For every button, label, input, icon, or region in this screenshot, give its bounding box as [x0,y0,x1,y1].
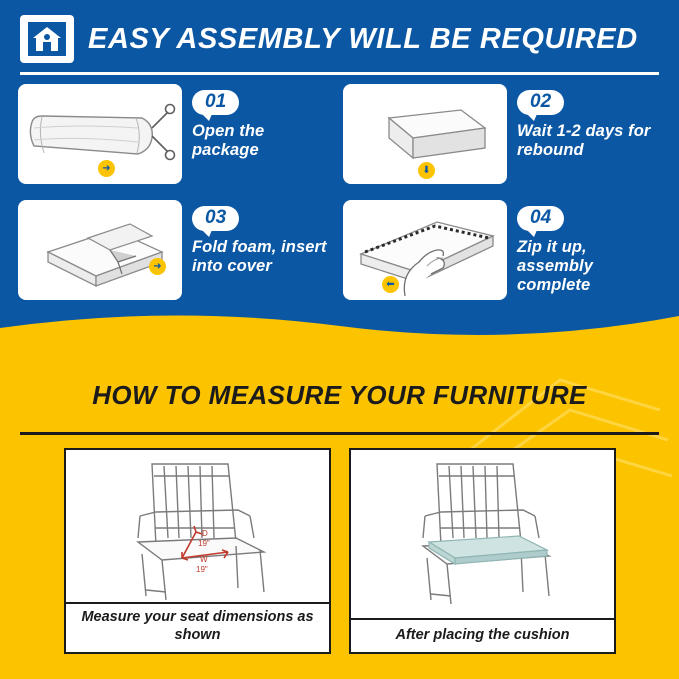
measure-header [20,380,659,411]
step-label: Fold foam, insert into cover [192,238,327,276]
measure-card [64,448,331,654]
step-label: Zip it up, assembly complete [517,238,594,295]
assembly-step [18,200,333,308]
assembly-steps [18,84,663,308]
arrow-right-icon: ➜ [149,258,166,275]
chair-with-cushion-icon [351,450,614,618]
arrow-down-icon: ⬇ [418,162,435,179]
step-number-badge: 03 [192,206,239,231]
step-number-badge: 04 [517,206,564,231]
assembly-step [18,84,333,192]
measure-card-caption: Measure your seat dimensions as shown [66,602,329,652]
arrow-right-icon: ➜ [98,160,115,177]
assembly-step-text [507,84,658,192]
vacuum-pack-scissors-icon [18,84,182,184]
svg-text:19": 19" [195,565,208,574]
measure-card-caption: After placing the cushion [351,618,614,652]
step-label: Open the package [192,122,265,160]
assembly-title-divider [20,72,659,75]
assembly-header [20,10,659,68]
step-number-badge: 02 [517,90,564,115]
measure-card [349,448,616,654]
assembly-step-text [182,84,333,192]
assembly-step-text [507,200,658,308]
foam-cushion-icon [343,84,507,184]
step-label: Wait 1-2 days for rebound [517,122,651,160]
assembly-section [0,0,679,330]
hand-zipping-cushion-icon [343,200,507,300]
house-badge-icon [20,15,74,63]
step-number-badge: 01 [192,90,239,115]
fold-foam-into-cover-icon [18,200,182,300]
arrow-left-icon: ⬅ [382,276,399,293]
chair-with-measurements-icon [66,450,329,602]
svg-text:D: D [201,529,208,538]
svg-text:19": 19" [197,539,210,548]
assembly-step-text [182,200,333,308]
measure-title-divider [20,432,659,435]
measure-cards [64,448,616,654]
assembly-title: EASY ASSEMBLY WILL BE REQUIRED [88,22,638,55]
svg-text:W: W [199,555,208,564]
assembly-step [343,84,658,192]
assembly-step [343,200,658,308]
measure-section [0,300,679,679]
measure-title: HOW TO MEASURE YOUR FURNITURE [92,380,587,410]
